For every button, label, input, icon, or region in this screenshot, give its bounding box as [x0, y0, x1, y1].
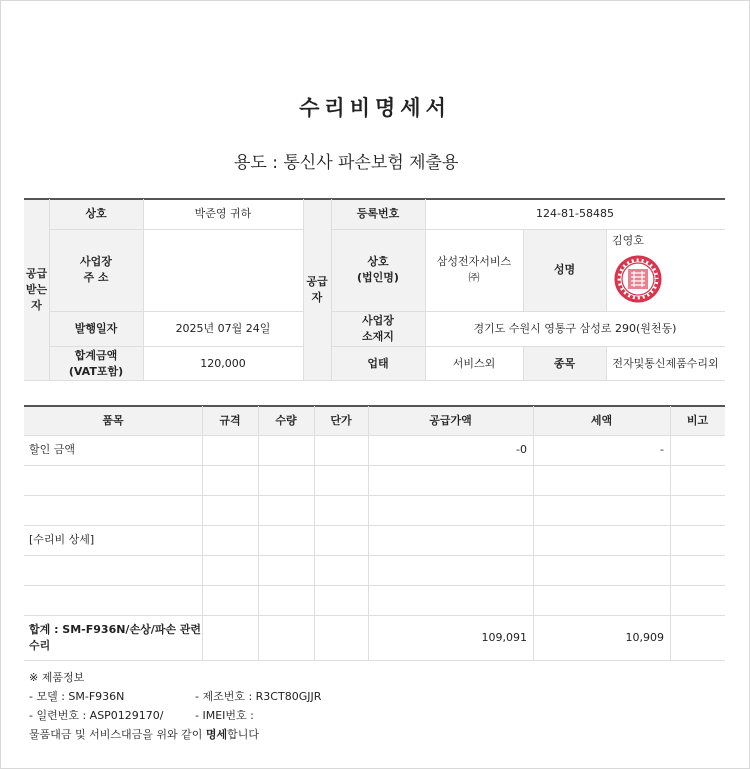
column-header-tax: 세액	[533, 406, 670, 435]
supplier-name-value: 삼성전자서비스 ㈜	[436, 255, 512, 284]
business-item-label: 종목	[523, 346, 606, 381]
representative-value: 김영호	[612, 234, 644, 247]
business-type-value: 서비스외	[452, 356, 496, 370]
issue-date-label: 발행일자	[49, 311, 143, 346]
product-info-notes	[29, 668, 322, 744]
notes-footer	[29, 725, 259, 744]
id-number-info: - 일련번호 : ASP0129170/	[29, 709, 164, 722]
row-tax-cell: -	[660, 443, 664, 456]
business-item-value: 전자및통신제품수리외	[612, 356, 719, 370]
row-supply-cell: -0	[516, 443, 527, 456]
column-header-remark: 비고	[670, 406, 725, 435]
supplier-side-label: 공급 자	[303, 199, 331, 381]
column-header-unit-price: 단가	[314, 406, 368, 435]
representative-label: 성명	[523, 229, 606, 311]
reg-number-label: 등록번호	[331, 199, 425, 229]
row-item-cell	[24, 495, 202, 525]
column-header-spec: 규격	[202, 406, 258, 435]
row-supply-cell	[368, 495, 533, 525]
row-item-cell	[24, 465, 202, 495]
model-info: - 모델 : SM-F936N	[29, 690, 125, 703]
column-header-supply-amount: 공급가액	[368, 406, 533, 435]
reg-number-value: 124-81-58485	[536, 207, 614, 220]
row-tax-cell	[533, 465, 670, 495]
row-supply-cell	[368, 465, 533, 495]
supplier-name-label: 상호 (법인명)	[331, 229, 425, 311]
footer-bold-text: 명세	[205, 728, 228, 741]
row-tax-cell	[533, 555, 670, 585]
issue-date-value: 2025년 07월 24일	[175, 321, 271, 335]
total-tax-cell: 10,909	[625, 630, 664, 644]
row-item-cell: [수리비 상세]	[29, 533, 95, 546]
row-supply-cell	[368, 525, 533, 555]
row-tax-cell	[533, 495, 670, 525]
recipient-side-label: 공급 받는 자	[24, 199, 49, 381]
column-header-item: 품목	[24, 406, 202, 435]
total-supply-cell: 109,091	[481, 630, 527, 644]
recipient-name-value: 박준영 귀하	[194, 207, 252, 220]
recipient-address-value	[143, 229, 303, 311]
recipient-address-label: 사업장 주 소	[49, 229, 143, 311]
document-purpose: 용도 : 통신사 파손보험 제출용	[234, 153, 459, 173]
row-tax-cell	[533, 585, 670, 615]
imei-info: - IMEI번호 :	[195, 709, 254, 722]
serial-info: - 제조번호 : R3CT80GJJR	[195, 690, 322, 703]
company-seal-stamp	[614, 255, 662, 303]
recipient-name-label: 상호	[49, 199, 143, 229]
row-item-cell: 할인 금액	[29, 443, 76, 456]
supplier-address-value: 경기도 수원시 영통구 삼성로 290(원천동)	[473, 321, 677, 335]
row-item-cell	[24, 555, 202, 585]
total-item-cell: 합계 : SM-F936N/손상/파손 관련 수리	[29, 622, 202, 652]
row-tax-cell	[533, 525, 670, 555]
notes-header: ※ 제품정보	[29, 671, 85, 684]
footer-text: 물품대금 및 서비스대금을 위와 같이	[29, 728, 206, 741]
row-supply-cell	[368, 585, 533, 615]
column-header-quantity: 수량	[258, 406, 314, 435]
total-amount-label: 합계금액 (VAT포함)	[49, 346, 143, 381]
total-amount-value: 120,000	[200, 356, 246, 370]
row-item-cell	[24, 585, 202, 615]
row-supply-cell	[368, 555, 533, 585]
footer-text-end: 합니다	[227, 728, 260, 741]
document-title: 수리비명세서	[299, 96, 451, 120]
business-type-label: 업태	[331, 346, 425, 381]
supplier-address-label: 사업장 소재지	[331, 311, 425, 346]
